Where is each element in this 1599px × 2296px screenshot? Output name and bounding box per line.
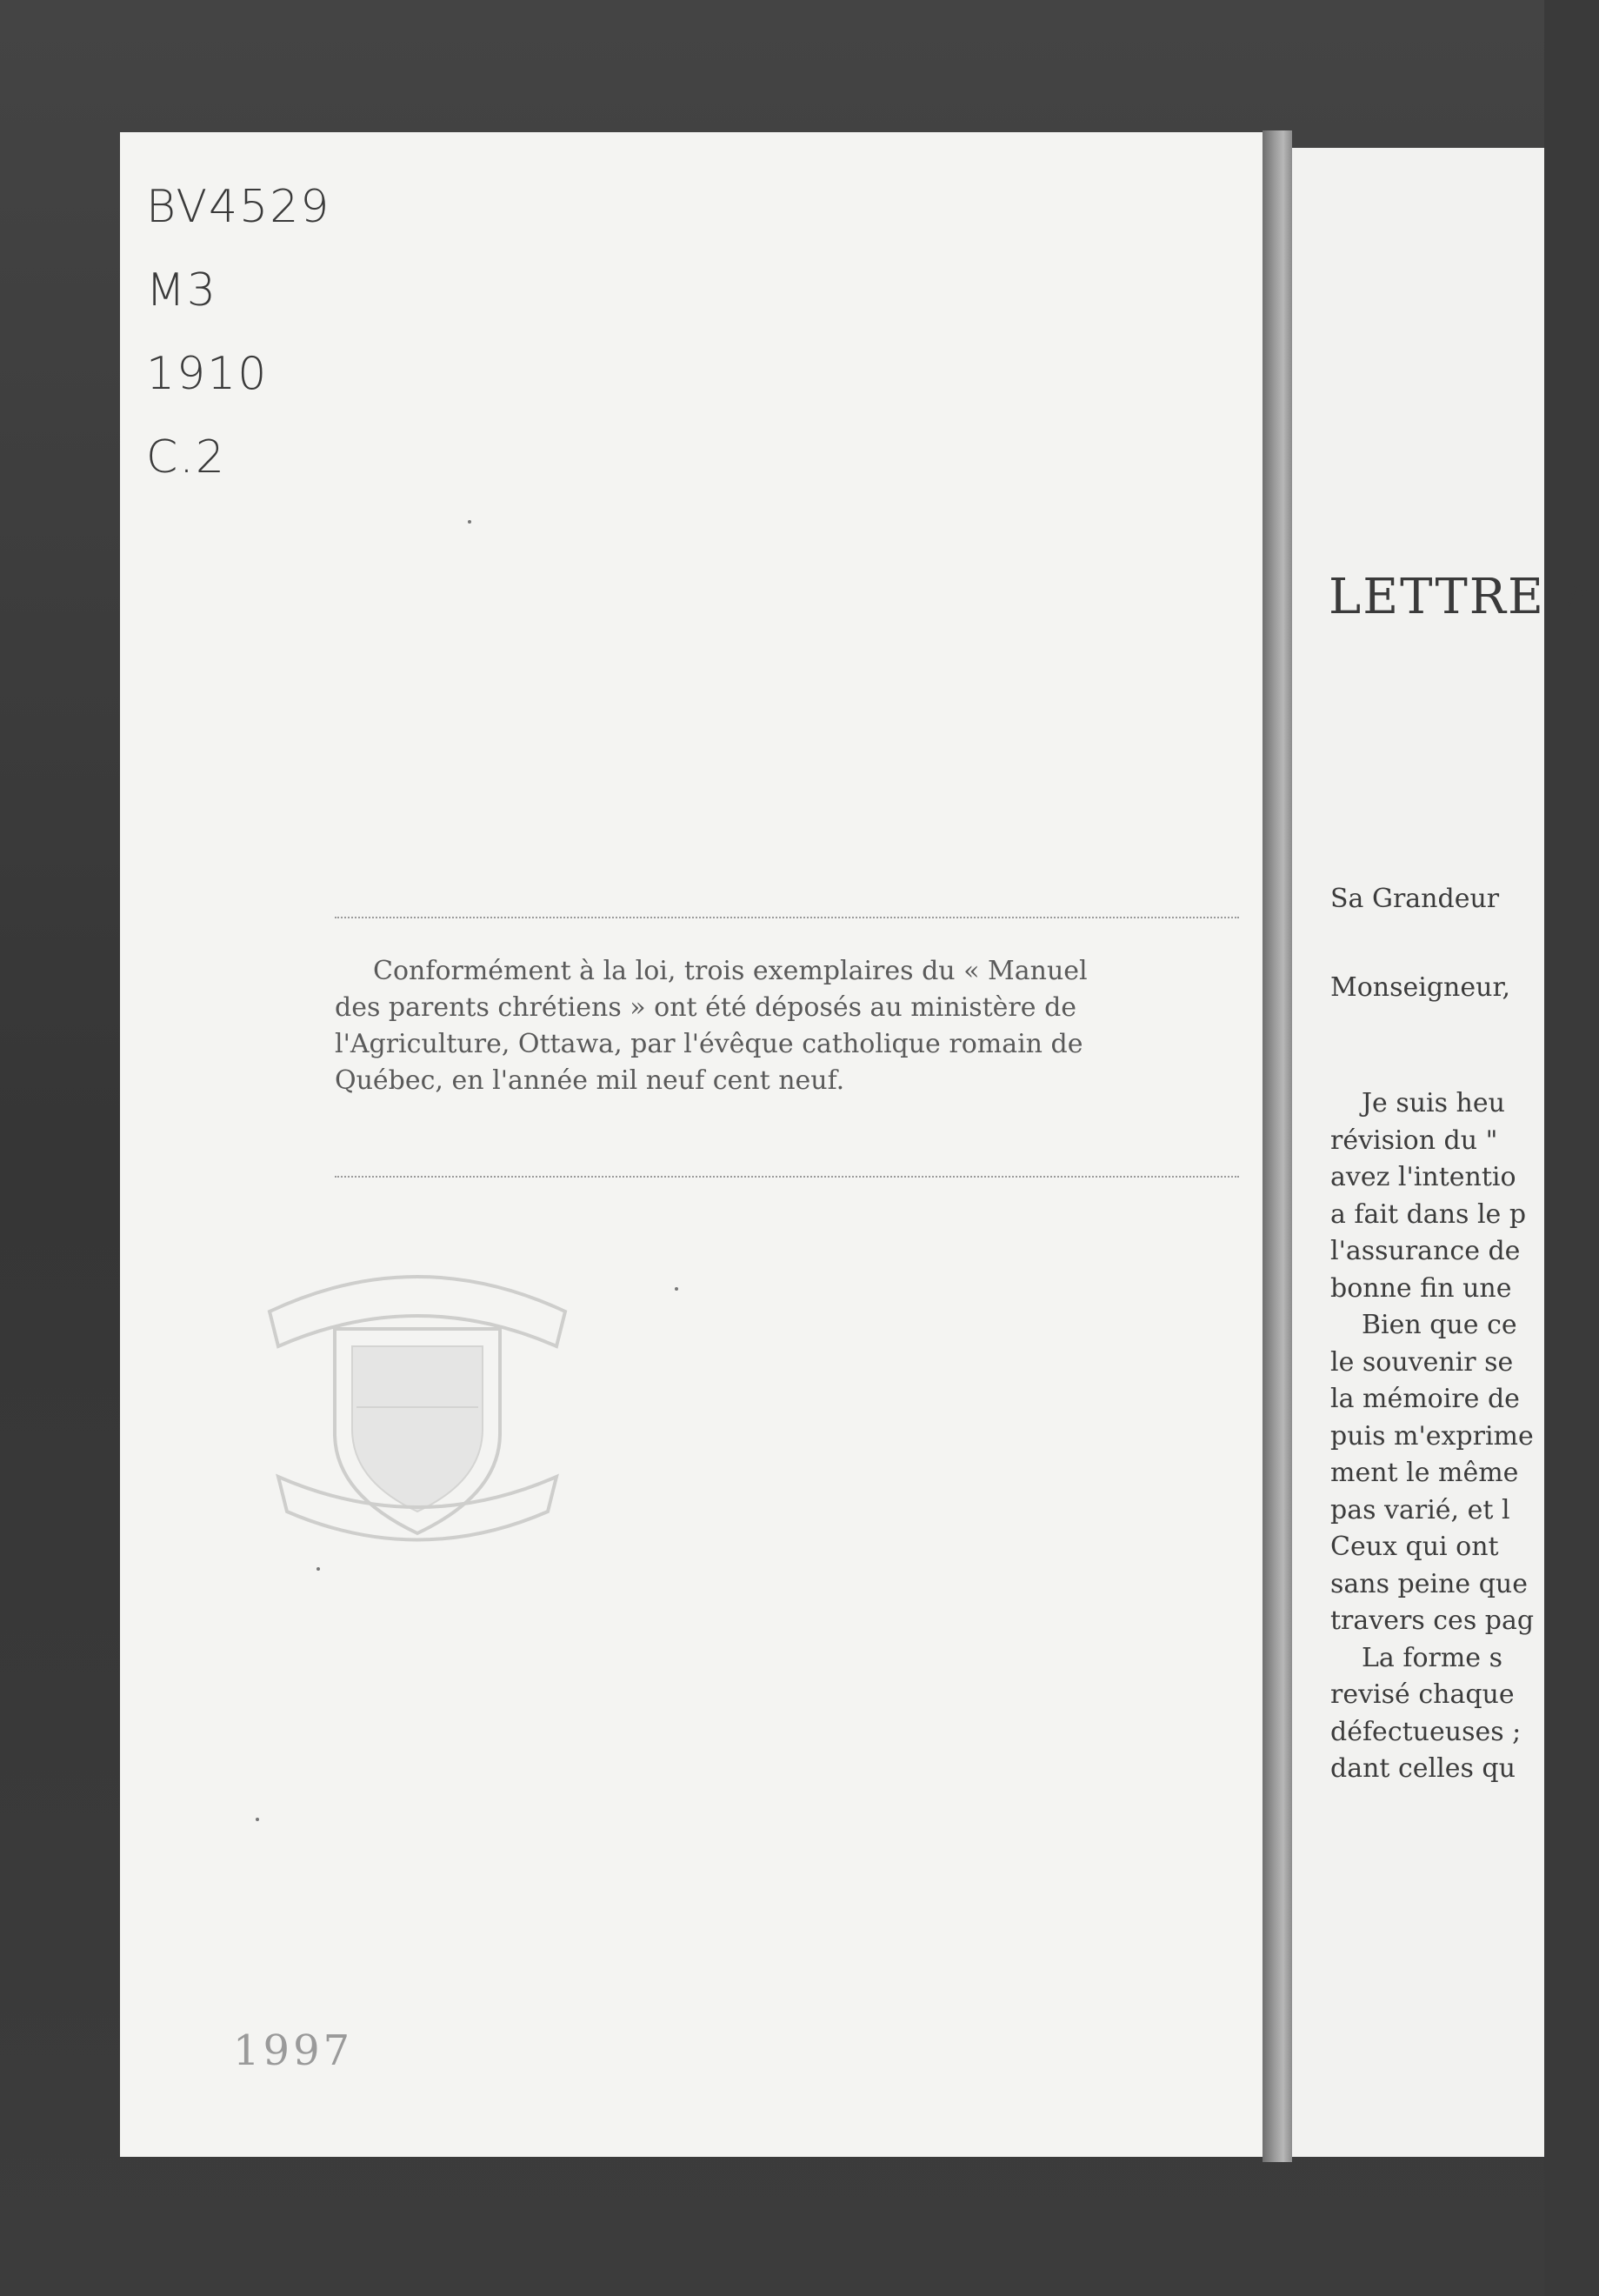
scan-speck bbox=[468, 520, 471, 524]
letter-body-line: pas varié, et l bbox=[1330, 1494, 1510, 1525]
letter-body-line: a fait dans le p bbox=[1330, 1198, 1527, 1230]
notice-line: Québec, en l'année mil neuf cent neuf. bbox=[335, 1065, 845, 1096]
call-number-line: 1910 bbox=[146, 348, 269, 400]
letter-body-line: revisé chaque bbox=[1330, 1679, 1515, 1710]
page-number: 1997 bbox=[233, 2026, 354, 2075]
call-number-line: M3 bbox=[146, 264, 217, 317]
letter-body-line: ment le même bbox=[1330, 1458, 1519, 1488]
book-gutter bbox=[1263, 130, 1292, 2162]
letter-body-line: le souvenir se bbox=[1330, 1346, 1514, 1378]
salutation: Sa Grandeur bbox=[1330, 884, 1500, 914]
letter-body-line: Ceux qui ont bbox=[1330, 1532, 1499, 1562]
letter-body bbox=[1330, 1085, 1544, 1788]
letter-body-line: défectueuses ; bbox=[1330, 1716, 1522, 1747]
call-number-line: BV4529 bbox=[146, 181, 331, 233]
dotted-rule-bottom bbox=[335, 1176, 1239, 1178]
letter-body-line: la mémoire de bbox=[1330, 1384, 1520, 1414]
handwritten-call-number bbox=[146, 165, 330, 499]
letter-body-line: révision du " bbox=[1330, 1125, 1498, 1156]
letter-body-line: sans peine que bbox=[1330, 1568, 1528, 1599]
letter-body-line: avez l'intentio bbox=[1330, 1162, 1516, 1192]
letter-body-line: bonne fin une bbox=[1330, 1272, 1512, 1304]
call-number-line: C.2 bbox=[146, 431, 226, 484]
letter-body-line: travers ces pag bbox=[1330, 1605, 1535, 1636]
notice-line: l'Agriculture, Ottawa, par l'évêque catholique romain de bbox=[335, 1029, 1083, 1059]
notice-line: Conformément à la loi, trois exemplaires du « Manuel bbox=[373, 956, 1088, 986]
letter-body-line: Bien que ce bbox=[1362, 1310, 1517, 1340]
letter-body-line: dant celles qu bbox=[1330, 1753, 1516, 1784]
letter-body-line: l'assurance de bbox=[1330, 1236, 1521, 1266]
notice-line: des parents chrétiens » ont été déposés au ministère de bbox=[335, 992, 1077, 1023]
letter-body-line: Je suis heu bbox=[1362, 1088, 1505, 1118]
right-page-title: LETTRE A bbox=[1329, 569, 1599, 625]
scan-speck bbox=[675, 1287, 678, 1291]
copyright-notice bbox=[335, 953, 1243, 1099]
scan-speck bbox=[256, 1818, 259, 1821]
letter-body-line: puis m'exprime bbox=[1330, 1420, 1534, 1452]
scan-speck bbox=[316, 1567, 320, 1571]
greeting: Monseigneur, bbox=[1330, 972, 1511, 1003]
library-stamp-icon bbox=[252, 1233, 583, 1546]
dotted-rule-top bbox=[335, 917, 1239, 918]
letter-body-line: La forme s bbox=[1362, 1642, 1502, 1673]
